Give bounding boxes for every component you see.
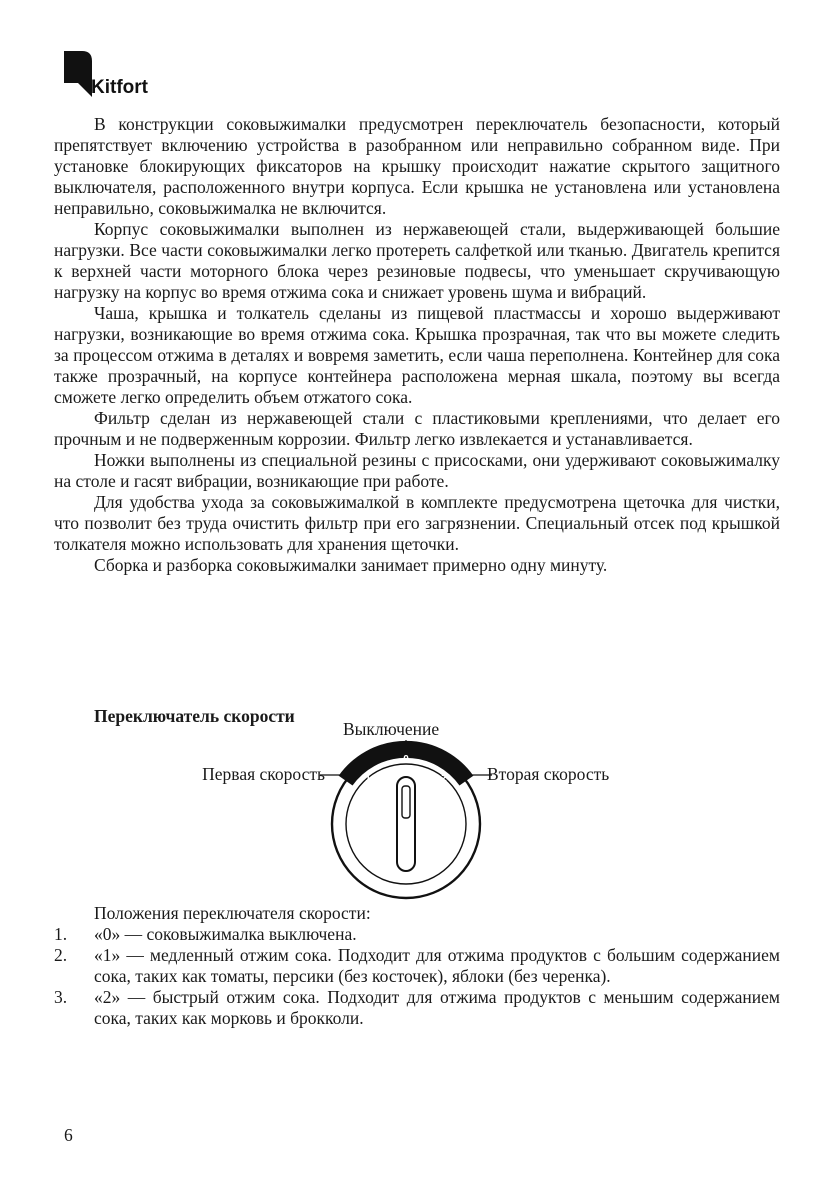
list-item: [54, 987, 780, 1029]
paragraph-assembly: Сборка и разборка соковыжималки занимает примерно одну минуту.: [94, 555, 608, 575]
list-item: [54, 924, 780, 945]
list-item-text: «0» — соковыжималка выключена.: [94, 924, 357, 944]
list-item: [54, 945, 780, 987]
list-intro: Положения переключателя скорости:: [94, 903, 371, 923]
label-first-speed: Первая скорость: [202, 764, 325, 784]
list-item-text: «2» — быстрый отжим сока. Подходит для отжима продуктов с меньшим содержанием сока, таких как морковь и брокколи.: [94, 987, 780, 1028]
body-text: [54, 114, 780, 576]
paragraph-bowl-lid: Чаша, крышка и толкатель сделаны из пищевой пластмассы и хорошо выдерживают нагрузки, возникающие во время отжима сока. Крышка прозрачная, так что вы можете следить за процессом отжима в деталях и вовремя заметить, если чаша переполнена. Контейнер для сока также прозрачный, на корпусе контейнера расположена мерная шкала, поэтому вы всегда сможете легко определить объем отжатого сока.: [54, 303, 780, 407]
knob-mark-off: 0: [403, 754, 409, 765]
knob-mark-second: 2: [441, 773, 447, 784]
section-heading-speed-switch: Переключатель скорости: [94, 706, 295, 726]
brand-logo: [64, 51, 148, 97]
knob-mark-first: 1: [365, 773, 371, 784]
list-marker: 3.: [54, 987, 68, 1007]
paragraph-feet: Ножки выполнены из специальной резины с присосками, они удерживают соковыжималку на столе и гасят вибрации, возникающие при работе.: [54, 450, 780, 491]
list-marker: 1.: [54, 924, 68, 944]
positions-list: [54, 924, 780, 1029]
paragraph-filter: Фильтр сделан из нержавеющей стали с пластиковыми креплениями, что делает его прочным и не подверженным коррозии. Фильтр легко извлекается и устанавливается.: [54, 408, 780, 449]
kitfort-logo-icon: [64, 51, 92, 97]
speed-switch-diagram: [320, 738, 492, 910]
logo-wordmark: Kitfort: [91, 77, 148, 98]
label-second-speed: Вторая скорость: [487, 764, 610, 784]
paragraph-housing: Корпус соковыжималки выполнен из нержавеющей стали, выдерживающей большие нагрузки. Все части соковыжималки легко протереть салфеткой или тканью. Двигатель крепится к верхней части моторного блока через резиновые подвесы, что уменьшает скручивающую нагрузку на корпус во время отжима сока и снижает уровень шума и вибраций.: [54, 219, 780, 302]
list-item-text: «1» — медленный отжим сока. Подходит для отжима продуктов с большим содержанием сока, таких как томаты, персики (без косточек), яблоки (без черенка).: [94, 945, 780, 986]
paragraph-brush: Для удобства ухода за соковыжималкой в комплекте предусмотрена щеточка для чистки, что позволит без труда очистить фильтр при его загрязнении. Специальный отсек под крышкой толкателя можно использовать для хранения щеточки.: [54, 492, 780, 554]
label-off: Выключение: [343, 719, 440, 739]
list-marker: 2.: [54, 945, 68, 965]
paragraph-safety-switch: В конструкции соковыжималки предусмотрен переключатель безопасности, который препятствует включению устройства в разобранном или неправильно собранном виде. При установке блокирующих фиксаторов на крышку происходит нажатие скрытого защитного выключателя, расположенного внутри корпуса. Если крышка не установлена или установлена неправильно, соковыжималка не включится.: [54, 114, 780, 218]
knob-slot-inner: [402, 786, 410, 818]
page-number: 6: [64, 1125, 73, 1145]
